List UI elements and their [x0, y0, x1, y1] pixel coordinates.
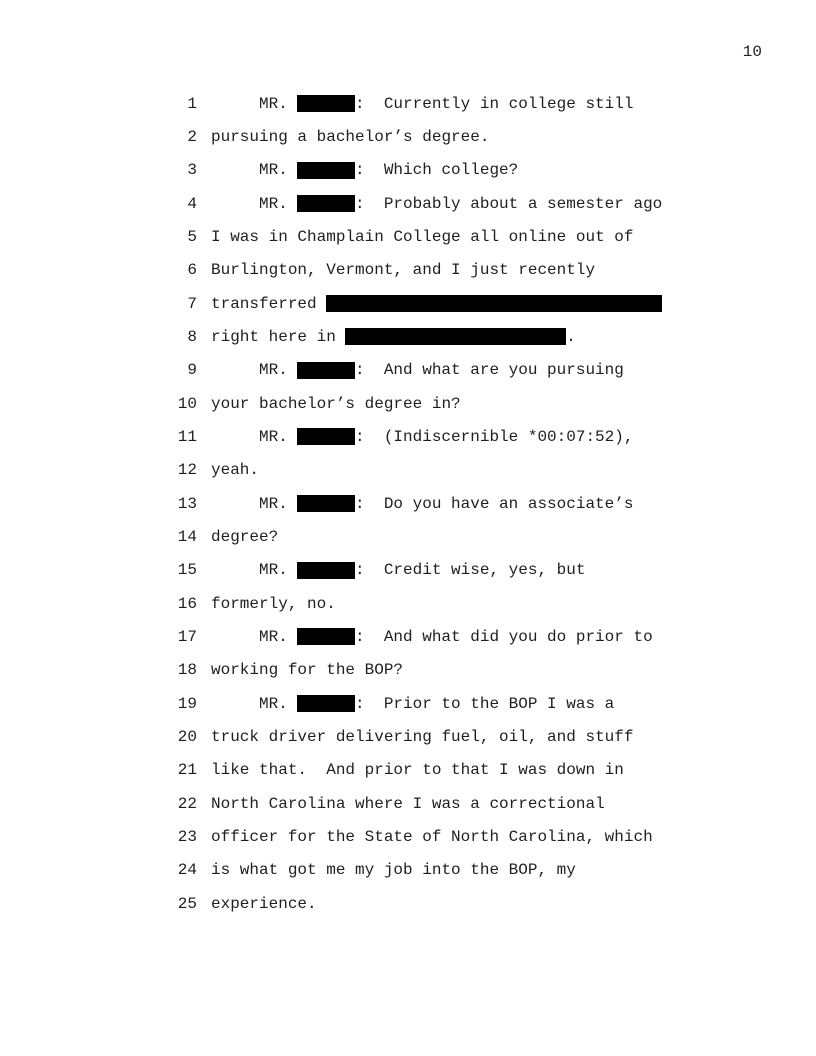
transcript-line [160, 887, 720, 920]
line-number: 2 [187, 127, 197, 146]
transcript-line [160, 787, 720, 820]
statement-text: : Which college? [355, 161, 519, 180]
transcript-line [160, 420, 720, 453]
statement-text: : And what did you do prior to [355, 627, 653, 646]
statement-text: : Do you have an associate’s [355, 494, 634, 513]
line-number: 6 [187, 261, 197, 280]
page-number: 10 [742, 43, 762, 61]
transcript-line [160, 287, 720, 320]
line-text [211, 228, 633, 246]
line-text [211, 861, 576, 879]
statement-text: transferred [211, 294, 317, 313]
statement-text: experience. [211, 894, 317, 913]
transcript-line [160, 120, 720, 153]
line-text [211, 95, 633, 113]
line-number: 8 [187, 327, 197, 346]
line-text [211, 128, 489, 146]
line-text [211, 795, 605, 813]
redacted-text-block [326, 295, 662, 312]
line-text [211, 728, 633, 746]
line-text [211, 295, 662, 313]
statement-text: I was in Champlain College all online out of [211, 227, 634, 246]
statement-text: pursuing a bachelor’s degree. [211, 127, 490, 146]
line-text [211, 661, 403, 679]
statement-text: : (Indiscernible *00:07:52), [355, 427, 634, 446]
speaker-label: MR. [259, 94, 288, 113]
transcript-line [160, 554, 720, 587]
transcript-line [160, 520, 720, 553]
speaker-label: MR. [259, 427, 288, 446]
redacted-location [345, 328, 566, 345]
transcript-body [160, 87, 720, 920]
line-text [211, 328, 576, 346]
transcript-line [160, 354, 720, 387]
speaker-label: MR. [259, 194, 288, 213]
line-text [211, 461, 259, 479]
line-text [211, 528, 278, 546]
line-text [211, 628, 653, 646]
speaker-label: MR. [259, 361, 288, 380]
line-number: 16 [177, 594, 197, 613]
transcript-line [160, 154, 720, 187]
transcript-line [160, 187, 720, 220]
transcript-line [160, 854, 720, 887]
line-number: 19 [177, 694, 197, 713]
statement-text: yeah. [211, 461, 260, 480]
transcript-line [160, 220, 720, 253]
statement-text: truck driver delivering fuel, oil, and stuff [211, 727, 634, 746]
statement-text: : Prior to the BOP I was a [355, 694, 615, 713]
line-text [211, 495, 633, 513]
transcript-line [160, 820, 720, 853]
redacted-name [297, 195, 355, 212]
transcript-line [160, 720, 720, 753]
transcript-line [160, 454, 720, 487]
line-number: 3 [187, 161, 197, 180]
line-text [211, 361, 624, 379]
statement-text: Burlington, Vermont, and I just recently [211, 261, 596, 280]
transcript-line [160, 254, 720, 287]
redacted-name [297, 362, 355, 379]
redacted-name [297, 628, 355, 645]
statement-text: working for the BOP? [211, 661, 404, 680]
line-text [211, 761, 624, 779]
line-text [211, 595, 336, 613]
speaker-label: MR. [259, 627, 288, 646]
line-number: 10 [177, 394, 197, 413]
statement-text: North Carolina where I was a correctional [211, 794, 605, 813]
statement-text: degree? [211, 527, 279, 546]
statement-text: : And what are you pursuing [355, 361, 624, 380]
line-number: 18 [177, 661, 197, 680]
line-number: 25 [177, 894, 197, 913]
statement-text: : Probably about a semester ago [355, 194, 663, 213]
line-number: 7 [187, 294, 197, 313]
transcript-line [160, 487, 720, 520]
transcript-line [160, 620, 720, 653]
speaker-label: MR. [259, 561, 288, 580]
transcript-line [160, 387, 720, 420]
line-number: 21 [177, 761, 197, 780]
statement-text-after: . [566, 327, 576, 346]
statement-text: officer for the State of North Carolina, which [211, 827, 653, 846]
line-number: 20 [177, 727, 197, 746]
line-number: 14 [177, 527, 197, 546]
line-text [211, 895, 317, 913]
speaker-label: MR. [259, 494, 288, 513]
line-number: 15 [177, 561, 197, 580]
transcript-line [160, 587, 720, 620]
redacted-name [297, 428, 355, 445]
line-number: 11 [177, 427, 197, 446]
line-text [211, 561, 585, 579]
line-text [211, 195, 662, 213]
line-text [211, 428, 633, 446]
statement-text: right here in [211, 327, 336, 346]
line-number: 23 [177, 827, 197, 846]
statement-text: : Credit wise, yes, but [355, 561, 586, 580]
transcript-line [160, 754, 720, 787]
statement-text: your bachelor’s degree in? [211, 394, 461, 413]
transcript-line [160, 654, 720, 687]
line-text [211, 828, 653, 846]
redacted-name [297, 495, 355, 512]
transcript-line [160, 687, 720, 720]
transcript-line [160, 87, 720, 120]
line-number: 17 [177, 627, 197, 646]
line-text [211, 695, 614, 713]
redacted-name [297, 695, 355, 712]
redacted-name [297, 562, 355, 579]
statement-text: formerly, no. [211, 594, 336, 613]
speaker-label: MR. [259, 694, 288, 713]
line-number: 5 [187, 227, 197, 246]
line-text [211, 261, 595, 279]
line-number: 4 [187, 194, 197, 213]
transcript-line [160, 320, 720, 353]
redacted-name [297, 95, 355, 112]
line-text [211, 395, 461, 413]
line-number: 13 [177, 494, 197, 513]
statement-text: like that. And prior to that I was down in [211, 761, 624, 780]
line-number: 9 [187, 361, 197, 380]
line-number: 1 [187, 94, 197, 113]
speaker-label: MR. [259, 161, 288, 180]
redacted-name [297, 162, 355, 179]
line-text [211, 161, 518, 179]
line-number: 24 [177, 861, 197, 880]
line-number: 12 [177, 461, 197, 480]
line-number: 22 [177, 794, 197, 813]
statement-text: : Currently in college still [355, 94, 634, 113]
statement-text: is what got me my job into the BOP, my [211, 861, 576, 880]
